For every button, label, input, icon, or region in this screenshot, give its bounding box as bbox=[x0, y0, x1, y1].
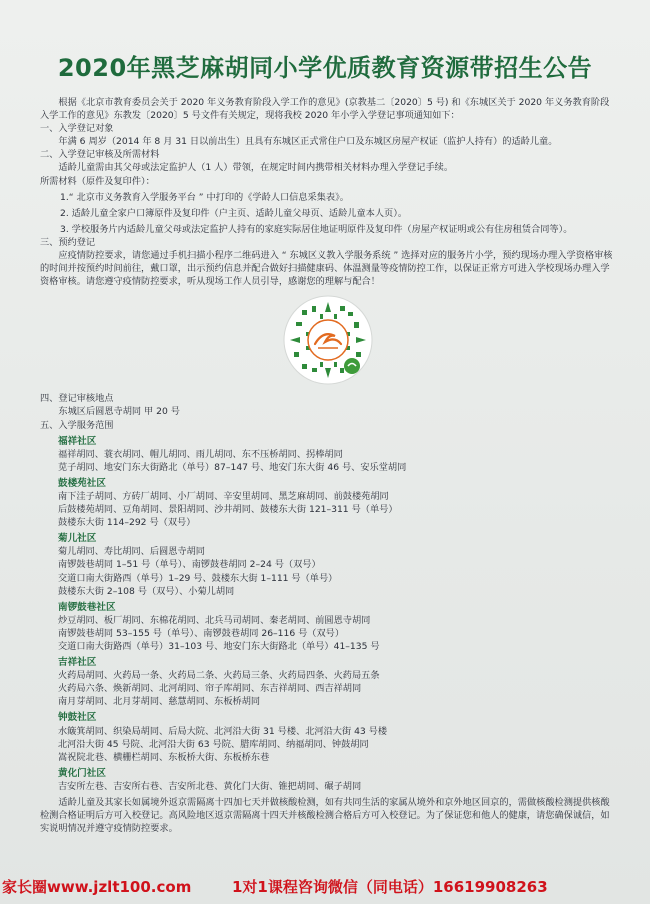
section-1-heading: 一、入学登记对象 bbox=[40, 123, 114, 135]
intro-paragraph: 根据《北京市教育委员会关于 2020 年义务教育阶段入学工作的意见》(京教基二〔2020〕5 号) 和《东城区关于 2020 年义务教育阶段入学工作的意见》东教发〔2020〕5 号文件有关规定，现将我校 2020 年小学入学登记事项通知如下： bbox=[40, 97, 610, 122]
street-list: 南锣鼓巷胡同 53–155 号（单号）、南锣鼓巷胡同 26–116 号（双号） bbox=[58, 627, 345, 639]
street-list: 吉安所左巷、吉安所右巷、吉安所北巷、黄化门大街、锥把胡同、碾子胡同 bbox=[58, 780, 362, 792]
district-block bbox=[40, 601, 615, 653]
street-list: 鼓楼东大街 2–108 号（双号）、小菊儿胡同 bbox=[58, 585, 235, 597]
section-5-heading: 五、入学服务范围 bbox=[40, 419, 114, 431]
street-list: 南锣鼓巷胡同 1–51 号（单号）、南锣鼓巷胡同 2–24 号（双号） bbox=[58, 559, 321, 571]
notice-body bbox=[40, 96, 615, 835]
street-list: 交道口南大街路西（单号）1–29 号、鼓楼东大街 1–111 号（单号） bbox=[58, 572, 338, 584]
street-list: 鼓楼东大街 114–292 号（双号） bbox=[58, 517, 196, 529]
district-block bbox=[40, 767, 615, 793]
district-name: 鼓楼苑社区 bbox=[58, 477, 106, 489]
section-3-text: 应疫情防控要求，请您通过手机扫描小程序二维码进入 “ 东城区义教入学服务系统 ” 选择对应的服务片小学，预约现场办理入学资格审核的时间并按预约时间前往，戴口罩，出示预约信息并配合做好扫描健康码、体温测量等疫情防控工作，以保证正常方可进入学校现场办理入学资格审核。请您遵守疫情防控要求，听从现场工作人员引导，感谢您的理解与配合！ bbox=[40, 250, 613, 288]
qr-code-icon bbox=[282, 294, 374, 386]
district-name: 黄化门社区 bbox=[58, 767, 106, 779]
district-block bbox=[40, 656, 615, 708]
street-list: 交道口南大街路西（单号）31–103 号、地安门东大街路北（单号）41–135 号 bbox=[58, 641, 380, 652]
street-list: 后鼓楼苑胡同、豆角胡同、景阳胡同、沙井胡同、鼓楼东大街 121–311 号（单号） bbox=[58, 504, 398, 516]
street-list: 嵩祝院北巷、横栅栏胡同、东板桥大街、东板桥东巷 bbox=[58, 751, 270, 763]
section-2-heading: 二、入学登记审核及所需材料 bbox=[40, 149, 160, 161]
street-list: 炒豆胡同、板厂胡同、东棉花胡同、北兵马司胡同、秦老胡同、前圆恩寺胡同 bbox=[58, 614, 371, 626]
material-item: 2. 适龄儿童全家户口簿原件及复印件（户主页、适龄儿童父母页、适龄儿童本人页）。 bbox=[60, 207, 408, 219]
materials-heading: 所需材料（原件及复印件）： bbox=[40, 175, 155, 187]
district-name: 菊儿社区 bbox=[58, 533, 97, 545]
district-name: 南锣鼓巷社区 bbox=[58, 601, 116, 613]
material-item: 1.“ 北京市义务教育入学服务平台 ” 中打印的《学龄人口信息采集表》。 bbox=[60, 191, 349, 203]
district-block bbox=[40, 711, 615, 763]
material-item: 3. 学校服务片内适龄儿童父母或法定监护人持有的家庭实际居住地证明原件及复印件（房屋产权证明或公有住房租赁合同等）。 bbox=[60, 223, 573, 235]
footer-site[interactable]: 家长圈www.jzlt100.com bbox=[2, 878, 192, 896]
district-block bbox=[40, 532, 615, 597]
closing-paragraph: 适龄儿童及其家长如属境外返京需隔离十四加七天并做核酸检测，如有共同生活的家属从境外和京外地区回京的，需做核酸检测提供核酸检测合格证明后方可入校登记。高风险地区返京需隔离十四天并核酸检测合格后方可入校登记。为了保证您和他人的健康，请您确保诚信，如实说明情况并遵守疫情防控要求。 bbox=[40, 797, 610, 835]
street-list: 苋子胡同、地安门东大街路北（单号）87–147 号、地安门东大街 46 号、安乐堂胡同 bbox=[58, 461, 407, 473]
street-list: 火药局胡同、火药局一条、火药局二条、火药局三条、火药局四条、火药局五条 bbox=[58, 670, 380, 682]
street-list: 水簸箕胡同、织染局胡同、后局大院、北河沿大街 31 号楼、北河沿大街 43 号楼 bbox=[58, 725, 388, 737]
section-2-text: 适龄儿童需由其父母或法定监护人（1 人）带领，在规定时间内携带相关材料办理入学登记手续。 bbox=[58, 162, 454, 174]
district-name: 钟鼓社区 bbox=[58, 712, 97, 724]
section-3-heading: 三、预约登记 bbox=[40, 236, 96, 248]
street-list: 北河沿大街 45 号院、北河沿大街 63 号院、腊库胡同、纳福胡同、钟鼓胡同 bbox=[58, 738, 369, 750]
page-title: 2020年黑芝麻胡同小学优质教育资源带招生公告 bbox=[57, 54, 593, 82]
street-list: 南下洼子胡同、方砖厂胡同、小厂胡同、辛安里胡同、黑芝麻胡同、前鼓楼苑胡同 bbox=[58, 490, 389, 502]
street-list: 火药局六条、焕新胡同、北河胡同、帘子库胡同、东吉祥胡同、西吉祥胡同 bbox=[58, 683, 362, 695]
section-1-text: 年满 6 周岁（2014 年 8 月 31 日以前出生）且具有东城区正式常住户口及东城区房屋产权证（监护人持有）的适龄儿童。 bbox=[58, 136, 558, 148]
district-block bbox=[40, 435, 615, 474]
watermark-footer bbox=[0, 872, 650, 898]
section-4-heading: 四、登记审核地点 bbox=[40, 393, 114, 405]
mini-program-qr-code[interactable] bbox=[282, 294, 374, 386]
street-list: 福祥胡同、蓑衣胡同、帽儿胡同、雨儿胡同、东不压桥胡同、拐棒胡同 bbox=[58, 448, 343, 460]
district-name: 吉祥社区 bbox=[58, 657, 97, 669]
district-name: 福祥社区 bbox=[58, 435, 97, 447]
street-list: 南月芽胡同、北月芽胡同、慈慧胡同、东板桥胡同 bbox=[58, 696, 261, 708]
footer-contact: 1对1课程咨询微信（同电话）16619908263 bbox=[232, 878, 548, 896]
district-block bbox=[40, 477, 615, 529]
section-4-text: 东城区后圆恩寺胡同 甲 20 号 bbox=[58, 406, 180, 418]
street-list: 菊儿胡同、寿比胡同、后圆恩寺胡同 bbox=[58, 546, 205, 558]
